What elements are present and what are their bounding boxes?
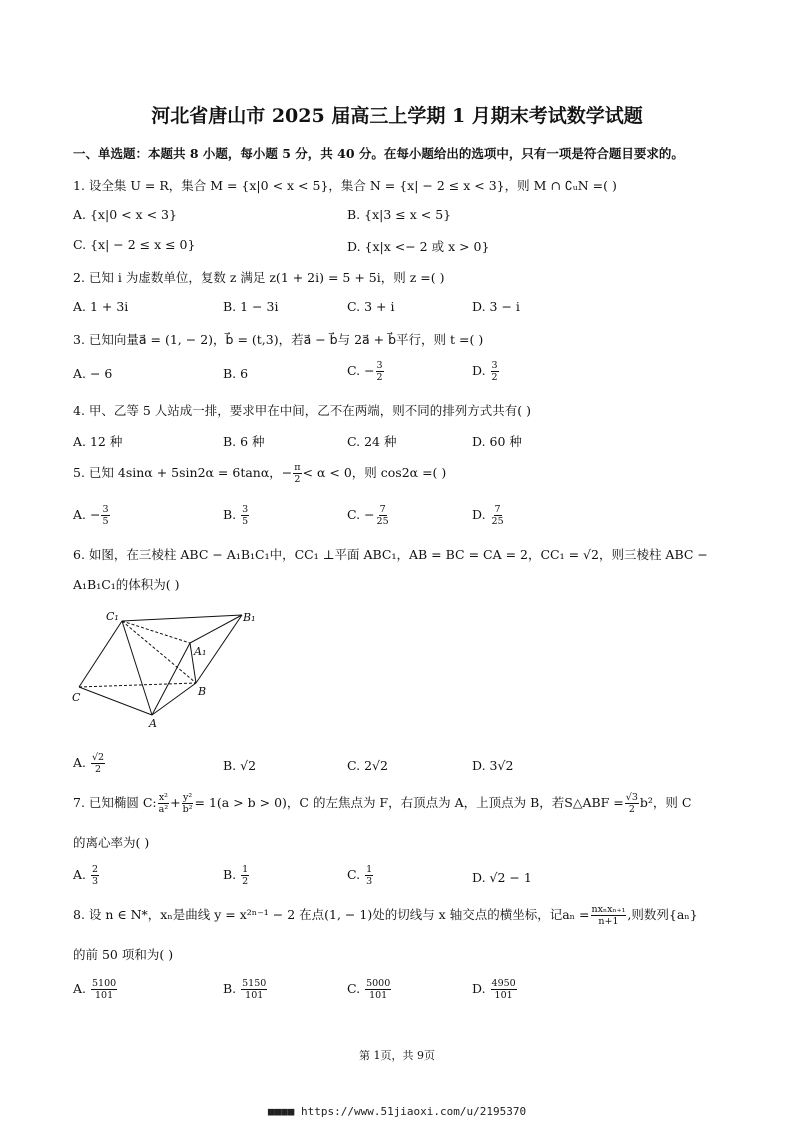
q8-option-c-label: C. xyxy=(347,981,365,996)
label-b: B xyxy=(198,685,207,698)
denominator: 2 xyxy=(294,474,301,485)
q7-frac-y xyxy=(182,792,194,815)
prism-figure xyxy=(70,605,270,730)
q5-option-b xyxy=(223,504,250,527)
q7-option-b-label: B. xyxy=(223,867,241,882)
q3-option-b: B. 6 xyxy=(223,366,249,381)
denominator: 2 xyxy=(95,764,102,775)
edge-a-b xyxy=(152,683,196,715)
q6-option-c: C. 2√2 xyxy=(347,758,388,773)
q4-option-a: A. 12 种 xyxy=(73,434,123,449)
numerator: 3 xyxy=(102,504,109,515)
numerator: 2 xyxy=(91,864,99,875)
label-a: A xyxy=(149,717,157,730)
q8-option-c-fraction xyxy=(365,978,391,1001)
edge-b1-a1 xyxy=(190,615,242,643)
q8-option-d-label: D. xyxy=(472,981,490,996)
denominator: b² xyxy=(182,804,193,815)
numerator: 7 xyxy=(379,504,386,515)
q1-option-a: A. {x|0 < x < 3} xyxy=(73,207,177,222)
q1-option-b: B. {x|3 ≤ x < 5} xyxy=(347,207,452,222)
q5-option-b-fraction xyxy=(241,504,249,527)
label-c1: C₁ xyxy=(106,610,119,623)
question-7-stem xyxy=(73,792,691,815)
q3-option-c xyxy=(347,360,385,383)
denominator: 3 xyxy=(91,876,99,887)
denominator: a² xyxy=(158,804,169,815)
q5-stem-pre: 5. 已知 4sinα + 5sin2α = 6tanα，− xyxy=(73,465,293,480)
edge-c1-b1 xyxy=(122,615,242,621)
numerator: √2 xyxy=(91,752,105,763)
denominator: 5 xyxy=(242,516,249,527)
q3-option-c-fraction xyxy=(376,360,384,383)
numerator: 7 xyxy=(494,504,501,515)
q8-option-b-fraction xyxy=(241,978,267,1001)
q8-option-b-label: B. xyxy=(223,981,241,996)
q3-option-d-label: D. xyxy=(472,363,490,378)
q5-option-a xyxy=(73,504,111,527)
denominator: 2 xyxy=(376,372,383,383)
q2-option-b: B. 1 − 3i xyxy=(223,299,279,314)
edge-c-a xyxy=(79,687,152,715)
edge-a1-a xyxy=(152,643,190,715)
q8-option-a-label: A. xyxy=(73,981,90,996)
numerator: y² xyxy=(182,792,193,803)
numerator: 1 xyxy=(366,864,373,875)
watermark-url[interactable]: ■■■■ https://www.51jiaoxi.com/u/2195370 xyxy=(267,1105,527,1118)
q7-option-c-fraction xyxy=(365,864,373,887)
numerator: 5100 xyxy=(91,978,117,989)
q5-option-c-label: C. − xyxy=(347,507,375,522)
q7-frac-area xyxy=(625,792,639,815)
numerator: 3 xyxy=(491,360,498,371)
q7-option-b-fraction xyxy=(241,864,249,887)
q1-option-c: C. {x| − 2 ≤ x ≤ 0} xyxy=(73,237,196,252)
numerator: nxₙxₙ₊₁ xyxy=(591,904,626,915)
q8-option-a xyxy=(73,978,118,1001)
q5-option-b-label: B. xyxy=(223,507,241,522)
numerator: 1 xyxy=(242,864,249,875)
denominator: 101 xyxy=(369,990,388,1001)
page-title: 河北省唐山市 2025 届高三上学期 1 月期末考试数学试题 xyxy=(151,105,643,127)
q4-option-d: D. 60 种 xyxy=(472,434,522,449)
q5-option-c-fraction xyxy=(376,504,390,527)
question-2-stem: 2. 已知 i 为虚数单位，复数 z 满足 z(1 + 2i) = 5 + 5i，则 z =( ) xyxy=(73,270,445,285)
question-5-stem xyxy=(73,462,446,485)
question-3-stem: 3. 已知向量a⃗ = (1, − 2)，b⃗ = (t,3)，若a⃗ − b⃗与 2a⃗ + b⃗平行，则 t =( ) xyxy=(73,332,484,347)
q5-option-c xyxy=(347,504,391,527)
q7-option-a xyxy=(73,864,100,887)
q6-option-a-label: A. xyxy=(73,755,90,770)
q6-option-a-fraction xyxy=(91,752,105,775)
q3-option-d xyxy=(472,360,500,383)
label-b1: B₁ xyxy=(243,611,256,624)
q5-stem-post: < α < 0，则 cos2α =( ) xyxy=(302,465,447,480)
q8-option-b xyxy=(223,978,268,1001)
q7-stem-pre: 7. 已知椭圆 C: xyxy=(73,795,157,810)
question-4-stem: 4. 甲、乙等 5 人站成一排，要求甲在中间，乙不在两端，则不同的排列方式共有( ) xyxy=(73,403,532,418)
q7-option-a-fraction xyxy=(91,864,99,887)
q3-option-a: A. − 6 xyxy=(73,366,113,381)
q7-option-b xyxy=(223,864,250,887)
edge-c1-a xyxy=(122,621,152,715)
denominator: 101 xyxy=(245,990,264,1001)
denominator: 25 xyxy=(376,516,389,527)
q8-stem-pre: 8. 设 n ∈ N*，xₙ是曲线 y = x²ⁿ⁻¹ − 2 在点(1, − 1)处的切线与 x 轴交点的横坐标，记aₙ = xyxy=(73,907,590,922)
denominator: n+1 xyxy=(598,916,619,927)
q7-option-a-label: A. xyxy=(73,867,90,882)
section-heading: 一、单选题：本题共 8 小题，每小题 5 分，共 40 分。在每小题给出的选项中，只有一项是符合题目要求的。 xyxy=(73,146,684,161)
q7-stem-plus: + xyxy=(170,795,181,810)
q5-option-d-label: D. xyxy=(472,507,490,522)
edge-c1-c xyxy=(79,621,122,687)
q6-option-a xyxy=(73,752,106,775)
numerator: √3 xyxy=(625,792,638,803)
question-7-stem-line2: 的离心率为( ) xyxy=(73,835,150,850)
q5-option-d-fraction xyxy=(491,504,505,527)
q8-option-a-fraction xyxy=(91,978,117,1001)
question-8-stem xyxy=(73,904,698,927)
q5-stem-fraction xyxy=(293,462,301,485)
q5-option-a-fraction xyxy=(101,504,109,527)
numerator: π xyxy=(294,462,301,473)
q2-option-c: C. 3 + i xyxy=(347,299,395,314)
q7-stem-mid: = 1(a > b > 0)，C 的左焦点为 F，右顶点为 A，上顶点为 B，若S△ABF = xyxy=(194,795,624,810)
numerator: 3 xyxy=(242,504,249,515)
q7-frac-x xyxy=(158,792,169,815)
q4-option-b: B. 6 种 xyxy=(223,434,265,449)
q7-option-d: D. √2 − 1 xyxy=(472,870,532,885)
numerator: 4950 xyxy=(491,978,516,989)
q4-option-c: C. 24 种 xyxy=(347,434,397,449)
label-a1: A₁ xyxy=(194,645,207,658)
question-8-stem-line2: 的前 50 项和为( ) xyxy=(73,947,174,962)
page-footer: 第 1页，共 9页 xyxy=(359,1049,435,1062)
label-c: C xyxy=(72,691,81,704)
q8-stem-post: ,则数列{aₙ} xyxy=(627,907,698,922)
q1-option-d: D. {x|x <− 2 或 x > 0} xyxy=(347,239,490,254)
q7-option-c-label: C. xyxy=(347,867,365,882)
q8-option-d-fraction xyxy=(491,978,517,1001)
denominator: 2 xyxy=(242,876,249,887)
q3-option-d-fraction xyxy=(491,360,499,383)
q7-option-c xyxy=(347,864,374,887)
q3-option-c-label: C. − xyxy=(347,363,375,378)
denominator: 3 xyxy=(366,876,373,887)
question-6-stem-line1: 6. 如图，在三棱柱 ABC − A₁B₁C₁中，CC₁ ⊥平面 ABC₁，AB = BC = CA = 2，CC₁ = √2，则三棱柱 ABC − xyxy=(73,547,708,562)
numerator: 3 xyxy=(376,360,383,371)
q5-option-a-label: A. − xyxy=(73,507,101,522)
q6-option-b: B. √2 xyxy=(223,758,257,773)
numerator: x² xyxy=(158,792,168,803)
hidden-edge-c1-a1 xyxy=(122,621,190,643)
denominator: 2 xyxy=(491,372,498,383)
denominator: 101 xyxy=(95,990,114,1001)
q8-option-c xyxy=(347,978,392,1001)
denominator: 2 xyxy=(628,804,635,815)
denominator: 101 xyxy=(494,990,513,1001)
q7-stem-post: b²，则 C xyxy=(639,795,692,810)
numerator: 5000 xyxy=(366,978,391,989)
q8-option-d xyxy=(472,978,518,1001)
denominator: 25 xyxy=(491,516,504,527)
q5-option-d xyxy=(472,504,506,527)
question-6-stem-line2: A₁B₁C₁的体积为( ) xyxy=(73,577,180,592)
q6-option-d: D. 3√2 xyxy=(472,758,514,773)
hidden-edge-c-b xyxy=(79,683,196,687)
numerator: 5150 xyxy=(242,978,267,989)
question-1-stem: 1. 设全集 U = R，集合 M = {x|0 < x < 5}，集合 N = {x| − 2 ≤ x < 3}，则 M ∩ ∁ᵤN =( ) xyxy=(73,178,617,193)
q2-option-a: A. 1 + 3i xyxy=(73,299,129,314)
denominator: 5 xyxy=(102,516,109,527)
q2-option-d: D. 3 − i xyxy=(472,299,520,314)
q8-stem-fraction xyxy=(591,904,627,927)
